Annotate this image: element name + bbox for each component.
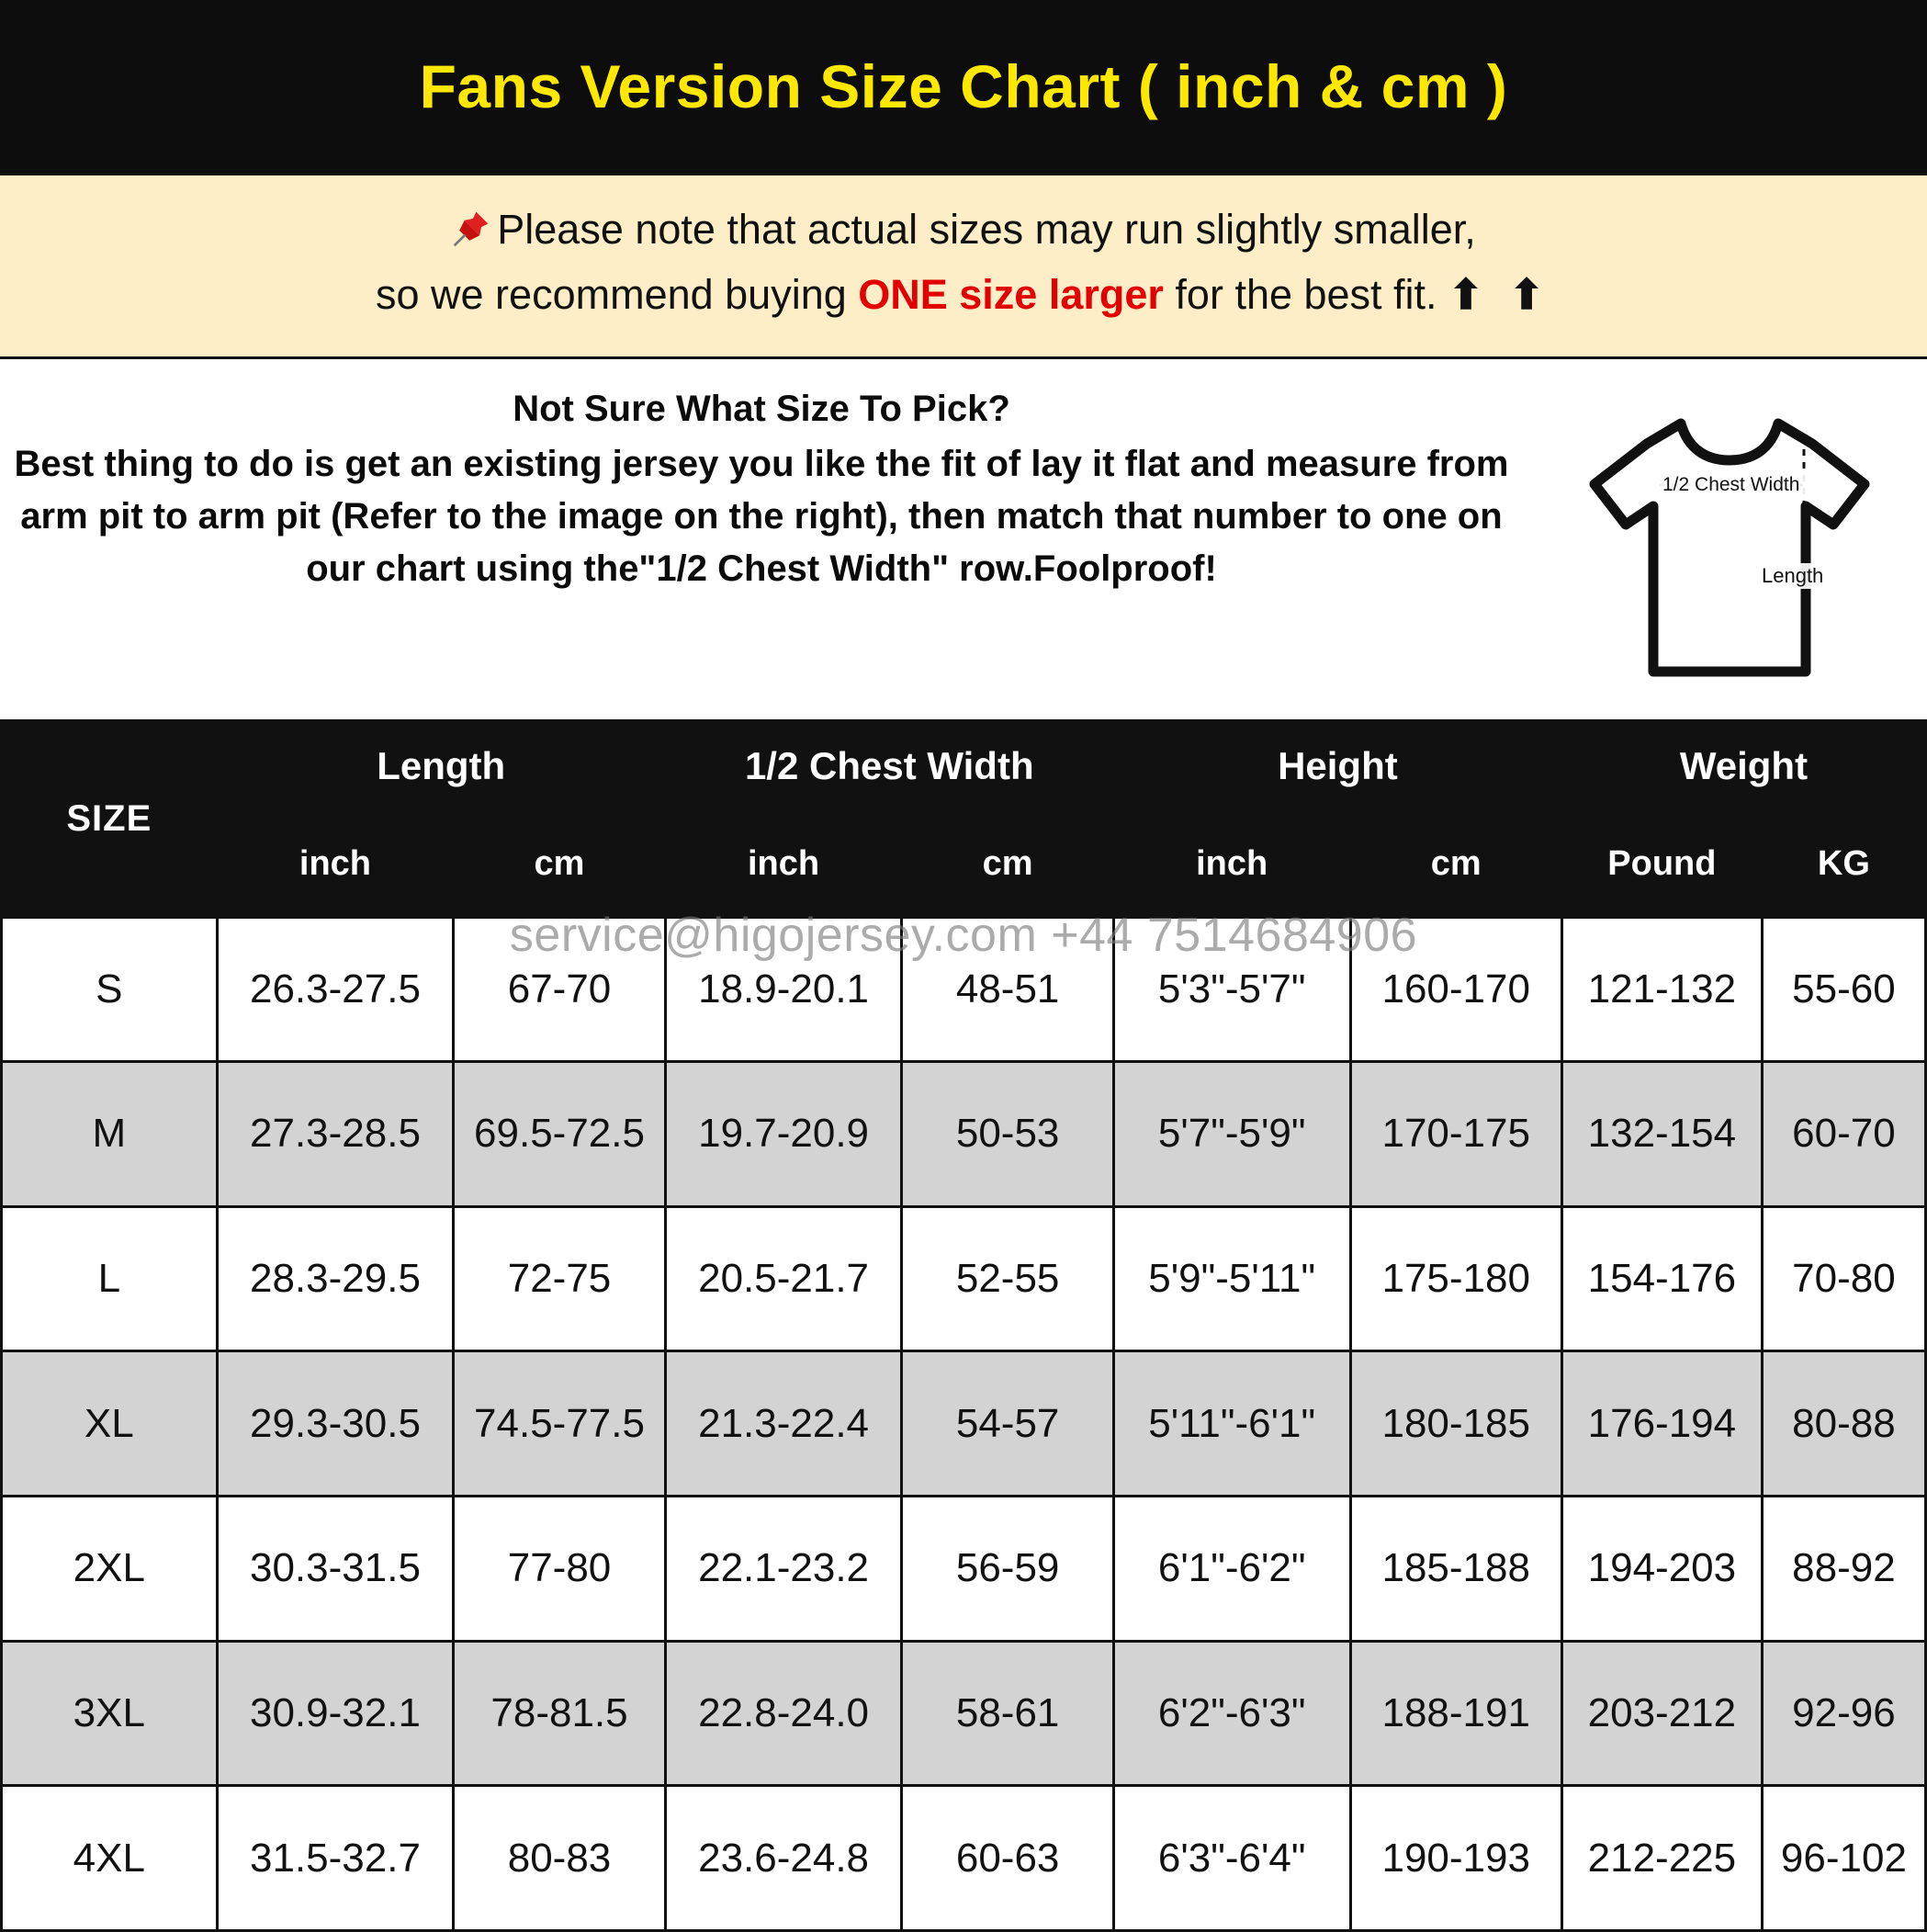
cell-weight-pound: 212-225 xyxy=(1561,1786,1762,1931)
cell-height-inch: 5'7"-5'9" xyxy=(1113,1062,1350,1207)
table-body xyxy=(2,917,1926,1931)
col-unit-length-inch: inch xyxy=(217,811,454,917)
cell-size: L xyxy=(2,1206,218,1351)
cell-chest-inch: 21.3-22.4 xyxy=(665,1351,902,1497)
header-band xyxy=(0,0,1927,173)
info-text-block xyxy=(0,383,1532,595)
cell-height-cm: 180-185 xyxy=(1350,1351,1561,1497)
cell-length-cm: 80-83 xyxy=(454,1786,665,1931)
note-text-1: Please note that actual sizes may run slightly smaller, xyxy=(497,206,1476,253)
col-unit-height-cm: cm xyxy=(1350,811,1561,917)
table-row xyxy=(2,1206,1926,1351)
col-unit-chest-cm: cm xyxy=(902,811,1113,917)
cell-weight-kg: 70-80 xyxy=(1762,1206,1925,1351)
cell-length-cm: 74.5-77.5 xyxy=(454,1351,665,1497)
cell-chest-cm: 60-63 xyxy=(902,1786,1113,1931)
cell-chest-cm: 58-61 xyxy=(902,1641,1113,1786)
col-group-chest-width: 1/2 Chest Width xyxy=(665,720,1113,811)
note-text-2a: so we recommend buying xyxy=(376,271,859,319)
size-table xyxy=(0,719,1927,1932)
cell-length-inch: 30.3-31.5 xyxy=(217,1497,454,1642)
cell-chest-cm: 56-59 xyxy=(902,1497,1113,1642)
cell-length-cm: 67-70 xyxy=(454,917,665,1062)
table-row xyxy=(2,1786,1926,1931)
cell-chest-cm: 52-55 xyxy=(902,1206,1113,1351)
note-highlight: ONE size larger xyxy=(858,271,1164,319)
table-row xyxy=(2,1497,1926,1642)
cell-weight-kg: 88-92 xyxy=(1762,1497,1925,1642)
info-question: Not Sure What Size To Pick? xyxy=(513,388,1010,429)
length-label: Length xyxy=(1762,563,1824,587)
table-group-row xyxy=(2,720,1926,811)
cell-height-inch: 5'11"-6'1" xyxy=(1113,1351,1350,1497)
cell-weight-pound: 121-132 xyxy=(1561,917,1762,1062)
table-row xyxy=(2,917,1926,1062)
cell-chest-inch: 20.5-21.7 xyxy=(665,1206,902,1351)
col-header-size: SIZE xyxy=(2,720,218,917)
cell-weight-pound: 203-212 xyxy=(1561,1641,1762,1786)
table-unit-row xyxy=(2,811,1926,917)
cell-weight-pound: 132-154 xyxy=(1561,1062,1762,1207)
cell-weight-kg: 96-102 xyxy=(1762,1786,1925,1931)
note-band xyxy=(0,173,1927,359)
cell-height-cm: 190-193 xyxy=(1350,1786,1561,1931)
col-group-height: Height xyxy=(1113,720,1561,811)
note-line-2 xyxy=(37,265,1890,324)
cell-height-cm: 185-188 xyxy=(1350,1497,1561,1642)
table-row xyxy=(2,1351,1926,1497)
cell-size: 2XL xyxy=(2,1497,218,1642)
cell-height-inch: 5'3"-5'7" xyxy=(1113,917,1350,1062)
cell-size: S xyxy=(2,917,218,1062)
cell-height-cm: 160-170 xyxy=(1350,917,1561,1062)
cell-height-inch: 6'3"-6'4" xyxy=(1113,1786,1350,1931)
col-group-weight: Weight xyxy=(1561,720,1925,811)
cell-size: XL xyxy=(2,1351,218,1497)
cell-size: 4XL xyxy=(2,1786,218,1931)
cell-chest-cm: 54-57 xyxy=(902,1351,1113,1497)
cell-length-cm: 77-80 xyxy=(454,1497,665,1642)
cell-weight-kg: 60-70 xyxy=(1762,1062,1925,1207)
cell-length-cm: 78-81.5 xyxy=(454,1641,665,1786)
arrow-up-icon: ⬆ ⬆ xyxy=(1448,271,1551,319)
cell-size: M xyxy=(2,1062,218,1207)
cell-length-inch: 28.3-29.5 xyxy=(217,1206,454,1351)
tee-diagram xyxy=(1532,383,1927,699)
cell-height-cm: 175-180 xyxy=(1350,1206,1561,1351)
cell-length-inch: 30.9-32.1 xyxy=(217,1641,454,1786)
cell-length-inch: 31.5-32.7 xyxy=(217,1786,454,1931)
cell-chest-cm: 50-53 xyxy=(902,1062,1113,1207)
col-unit-length-cm: cm xyxy=(454,811,665,917)
cell-height-inch: 5'9"-5'11" xyxy=(1113,1206,1350,1351)
cell-length-inch: 27.3-28.5 xyxy=(217,1062,454,1207)
cell-weight-kg: 92-96 xyxy=(1762,1641,1925,1786)
cell-chest-inch: 22.1-23.2 xyxy=(665,1497,902,1642)
cell-chest-inch: 22.8-24.0 xyxy=(665,1641,902,1786)
page-title: Fans Version Size Chart ( inch & cm ) xyxy=(419,52,1508,120)
col-unit-height-inch: inch xyxy=(1113,811,1350,917)
cell-weight-kg: 80-88 xyxy=(1762,1351,1925,1497)
cell-length-inch: 29.3-30.5 xyxy=(217,1351,454,1497)
pushpin-icon xyxy=(451,205,491,265)
contact-watermark: service@higojersey.com +44 7514684906 xyxy=(509,909,1418,962)
cell-size: 3XL xyxy=(2,1641,218,1786)
cell-length-cm: 69.5-72.5 xyxy=(454,1062,665,1207)
table-row xyxy=(2,1641,1926,1786)
info-section xyxy=(0,359,1927,719)
note-line-1 xyxy=(37,199,1890,265)
cell-weight-kg: 55-60 xyxy=(1762,917,1925,1062)
cell-length-cm: 72-75 xyxy=(454,1206,665,1351)
cell-height-inch: 6'2"-6'3" xyxy=(1113,1641,1350,1786)
cell-weight-pound: 176-194 xyxy=(1561,1351,1762,1497)
cell-chest-inch: 23.6-24.8 xyxy=(665,1786,902,1931)
cell-length-inch: 26.3-27.5 xyxy=(217,917,454,1062)
cell-height-cm: 170-175 xyxy=(1350,1062,1561,1207)
cell-weight-pound: 194-203 xyxy=(1561,1497,1762,1642)
cell-height-inch: 6'1"-6'2" xyxy=(1113,1497,1350,1642)
info-body: Best thing to do is get an existing jersey you like the fit of lay it flat and measure from arm pit to arm pit (Refer to the image on the right), then match that number to one on our chart using the"1/2 Chest Width" row.Foolproof! xyxy=(14,444,1509,589)
col-unit-chest-inch: inch xyxy=(665,811,902,917)
cell-chest-inch: 19.7-20.9 xyxy=(665,1062,902,1207)
cell-height-cm: 188-191 xyxy=(1350,1641,1561,1786)
cell-weight-pound: 154-176 xyxy=(1561,1206,1762,1351)
cell-chest-inch: 18.9-20.1 xyxy=(665,917,902,1062)
col-group-length: Length xyxy=(217,720,665,811)
note-text-2b: for the best fit. xyxy=(1163,271,1449,319)
chest-width-label: 1/2 Chest Width xyxy=(1662,473,1800,495)
col-unit-weight-pound: Pound xyxy=(1561,811,1762,917)
table-head xyxy=(2,720,1926,917)
cell-chest-cm: 48-51 xyxy=(902,917,1113,1062)
col-unit-weight-kg: KG xyxy=(1762,811,1925,917)
table-row xyxy=(2,1062,1926,1207)
